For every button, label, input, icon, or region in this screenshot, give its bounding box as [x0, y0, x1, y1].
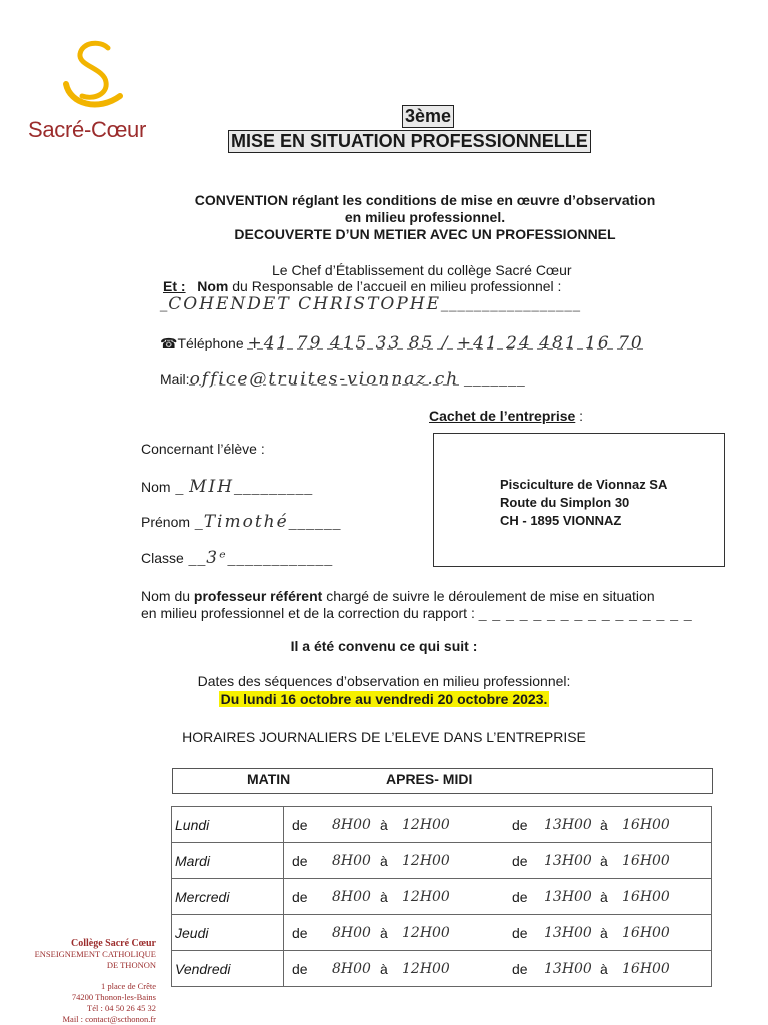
afternoon-start: 13H00 — [544, 843, 600, 879]
day-label: Mercredi — [172, 879, 284, 915]
afternoon-end: 16H00 — [622, 915, 712, 951]
schedule-header — [172, 768, 713, 794]
a-label: à — [380, 807, 402, 843]
et-label: Et : — [163, 278, 186, 294]
eleve-nom-field[interactable]: Nom _ MIH_________ — [141, 477, 314, 497]
convention-heading — [150, 192, 700, 243]
morning-end: 12H00 — [402, 915, 512, 951]
a-label: à — [380, 879, 402, 915]
de-label: de — [284, 951, 333, 987]
afternoon-start: 13H00 — [544, 879, 600, 915]
afternoon-end: 16H00 — [622, 879, 712, 915]
convention-line-3: DECOUVERTE D’UN METIER AVEC UN PROFESSIONNEL — [234, 226, 616, 242]
grade-title: 3ème — [402, 105, 454, 128]
dates-value-wrap — [0, 691, 768, 707]
day-label: Lundi — [172, 807, 284, 843]
morning-end: 12H00 — [402, 843, 512, 879]
de-label: de — [512, 915, 544, 951]
morning-start: 8H00 — [332, 951, 380, 987]
telephone-label: ☎Téléphone — [160, 335, 244, 351]
responsable-line — [163, 278, 561, 294]
a-label: à — [380, 915, 402, 951]
a-label: à — [600, 951, 622, 987]
a-label: à — [600, 915, 622, 951]
nom-label: Nom — [197, 278, 229, 294]
schedule-row — [172, 915, 712, 951]
de-label: de — [512, 807, 544, 843]
page-title: MISE EN SITUATION PROFESSIONNELLE — [228, 130, 591, 153]
mail-value: office@truites-vionnaz.ch — [189, 369, 460, 389]
morning-start: 8H00 — [332, 843, 380, 879]
dates-value: Du lundi 16 octobre au vendredi 20 octobre 2023. — [220, 691, 548, 707]
morning-end: 12H00 — [402, 951, 512, 987]
morning-start: 8H00 — [332, 807, 380, 843]
company-stamp — [500, 476, 667, 530]
afternoon-end: 16H00 — [622, 843, 712, 879]
schedule-row — [172, 807, 712, 843]
eleve-classe-field[interactable]: Classe __3ᵉ____________ — [141, 548, 334, 568]
a-label: à — [600, 843, 622, 879]
responsable-text: du Responsable de l’accueil en milieu professionnel : — [232, 278, 562, 294]
professeur-referent: Nom du professeur référent chargé de suivre le déroulement de mise en situation en milieu professionnel et de la correction du rapport : _ _ _ _ _ _ _ _ _ _ _ _ _ _ _ _ — [141, 588, 693, 621]
schedule-row — [172, 879, 712, 915]
eleve-prenom-value: Timothé — [203, 512, 289, 532]
logo-text: Sacré-Cœur — [28, 117, 147, 142]
de-label: de — [512, 951, 544, 987]
convention-line-2: en milieu professionnel. — [344, 209, 506, 225]
day-label: Vendredi — [172, 951, 284, 987]
footer-addr2: 74200 Thonon-les-Bains — [71, 992, 156, 1002]
footer-l2: DE THONON — [106, 960, 156, 970]
afternoon-end: 16H00 — [622, 807, 712, 843]
day-label: Mardi — [172, 843, 284, 879]
a-label: à — [600, 807, 622, 843]
a-label: à — [600, 879, 622, 915]
afternoon-start: 13H00 — [544, 951, 600, 987]
de-label: de — [284, 915, 333, 951]
afternoon-start: 13H00 — [544, 807, 600, 843]
morning-end: 12H00 — [402, 879, 512, 915]
responsable-value: COHENDET CHRISTOPHE — [168, 294, 442, 314]
col-matin: MATIN — [247, 771, 291, 787]
telephone-value: +41 79 415 33 85 / +41 24 481 16 70 — [247, 333, 644, 353]
afternoon-start: 13H00 — [544, 915, 600, 951]
stamp-line-2: Route du Simplon 30 — [500, 495, 630, 510]
day-label: Jeudi — [172, 915, 284, 951]
morning-end: 12H00 — [402, 807, 512, 843]
eleve-nom-label: Nom — [141, 479, 171, 495]
footer-addr1: 1 place de Crête — [101, 981, 156, 991]
col-apres-midi: APRES- MIDI — [386, 771, 473, 787]
footer-mail: Mail : contact@scthonon.fr — [62, 1014, 156, 1024]
responsable-field[interactable]: _COHENDET CHRISTOPHE_________________ — [160, 294, 581, 314]
eleve-classe-value: 3ᵉ — [206, 548, 228, 568]
de-label: de — [284, 879, 333, 915]
de-label: de — [284, 843, 333, 879]
sacre-coeur-logo-icon — [60, 38, 130, 113]
mail-label: Mail: — [160, 371, 190, 387]
schedule-table — [171, 806, 712, 987]
stamp-line-1: Pisciculture de Vionnaz SA — [500, 477, 668, 492]
morning-start: 8H00 — [332, 915, 380, 951]
eleve-classe-label: Classe — [141, 550, 184, 566]
telephone-field[interactable] — [160, 333, 644, 353]
concernant-eleve: Concernant l’élève : — [141, 441, 265, 457]
de-label: de — [512, 843, 544, 879]
a-label: à — [380, 951, 402, 987]
de-label: de — [284, 807, 333, 843]
de-label: de — [512, 879, 544, 915]
mail-field[interactable]: Mail:office@truites-vionnaz.ch _______ — [160, 369, 526, 389]
horaires-title: HORAIRES JOURNALIERS DE L’ELEVE DANS L’ENTREPRISE — [182, 729, 586, 745]
footer-l1: ENSEIGNEMENT CATHOLIQUE — [34, 949, 156, 959]
chef-etablissement: Le Chef d’Établissement du collège Sacré Cœur — [272, 262, 572, 278]
convenu-heading: Il a été convenu ce qui suit : — [290, 638, 478, 654]
footer-name: Collège Sacré Cœur — [71, 938, 156, 949]
morning-start: 8H00 — [332, 879, 380, 915]
dates-label: Dates des séquences d’observation en milieu professionnel: — [197, 673, 571, 689]
schedule-row — [172, 951, 712, 987]
eleve-prenom-field[interactable]: Prénom _Timothé______ — [141, 512, 342, 532]
footer-tel: Tél : 04 50 26 45 32 — [87, 1003, 156, 1013]
footer-address — [35, 938, 156, 1025]
cachet-label: Cachet de l’entreprise : — [429, 408, 584, 424]
eleve-prenom-label: Prénom — [141, 514, 191, 530]
a-label: à — [380, 843, 402, 879]
afternoon-end: 16H00 — [622, 951, 712, 987]
convention-line-1: CONVENTION réglant les conditions de mise en œuvre d’observation — [194, 192, 656, 208]
eleve-nom-value: MIH — [189, 477, 235, 497]
schedule-row — [172, 843, 712, 879]
stamp-line-3: CH - 1895 VIONNAZ — [500, 513, 622, 528]
